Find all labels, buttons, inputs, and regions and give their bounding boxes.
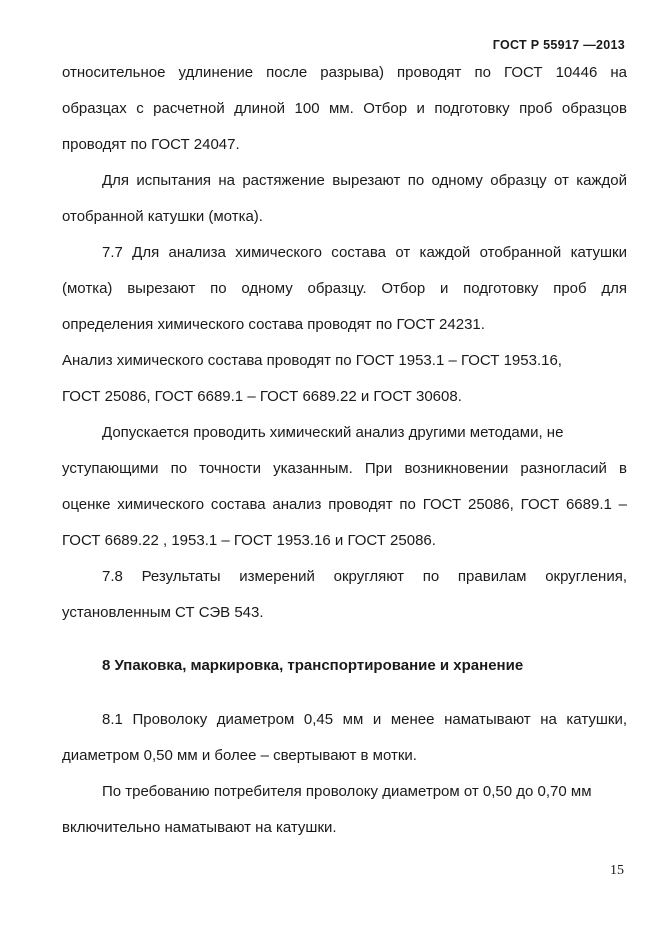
text-line: 8.1 Проволоку диаметром 0,45 мм и менее наматывают на катушки,	[102, 711, 627, 728]
text-line: По требованию потребителя проволоку диаметром от 0,50 до 0,70 мм	[102, 783, 592, 800]
text-line: установленным СТ СЭВ 543.	[62, 604, 264, 621]
paragraph-consumer-request	[62, 774, 627, 846]
paragraph-elongation	[62, 55, 627, 163]
paragraph-7-8	[62, 559, 627, 631]
text-line: оценке химического состава анализ проводят по ГОСТ 25086, ГОСТ 6689.1 –	[62, 496, 627, 513]
text-line: 7.8 Результаты измерений округляют по правилам округления,	[102, 568, 627, 585]
text-line: определения химического состава проводят по ГОСТ 24231.	[62, 316, 485, 333]
standard-header: ГОСТ Р 55917 —2013	[492, 38, 625, 52]
page-number: 15	[610, 863, 624, 878]
document-body	[62, 55, 627, 846]
text-line: Допускается проводить химический анализ другими методами, не	[102, 424, 564, 441]
text-line: уступающими по точности указанным. При возникновении разногласий в	[62, 460, 627, 477]
text-line: 7.7 Для анализа химического состава от каждой отобранной катушки	[102, 244, 627, 261]
text-line: Анализ химического состава проводят по ГОСТ 1953.1 – ГОСТ 1953.16,	[62, 352, 562, 369]
paragraph-chemical-analysis	[62, 343, 627, 415]
text-line: ГОСТ 25086, ГОСТ 6689.1 – ГОСТ 6689.22 и ГОСТ 30608.	[62, 388, 462, 405]
text-line: включительно наматывают на катушки.	[62, 819, 337, 836]
paragraph-tensile-samples	[62, 163, 627, 235]
section-heading: 8 Упаковка, маркировка, транспортирование и хранение	[102, 657, 524, 674]
text-line: Для испытания на растяжение вырезают по одному образцу от каждой	[102, 172, 627, 189]
text-line: диаметром 0,50 мм и более – свертывают в мотки.	[62, 747, 417, 764]
paragraph-other-methods	[62, 415, 627, 559]
text-line: проводят по ГОСТ 24047.	[62, 136, 240, 153]
text-line: образцах с расчетной длиной 100 мм. Отбор и подготовку проб образцов	[62, 100, 627, 117]
text-line: (мотка) вырезают по одному образцу. Отбор и подготовку проб для	[62, 280, 627, 297]
text-line: ГОСТ 6689.22 , 1953.1 – ГОСТ 1953.16 и ГОСТ 25086.	[62, 532, 436, 549]
text-line: отобранной катушки (мотка).	[62, 208, 263, 225]
paragraph-7-7	[62, 235, 627, 343]
paragraph-8-1	[62, 702, 627, 774]
text-line: относительное удлинение после разрыва) проводят по ГОСТ 10446 на	[62, 64, 627, 81]
